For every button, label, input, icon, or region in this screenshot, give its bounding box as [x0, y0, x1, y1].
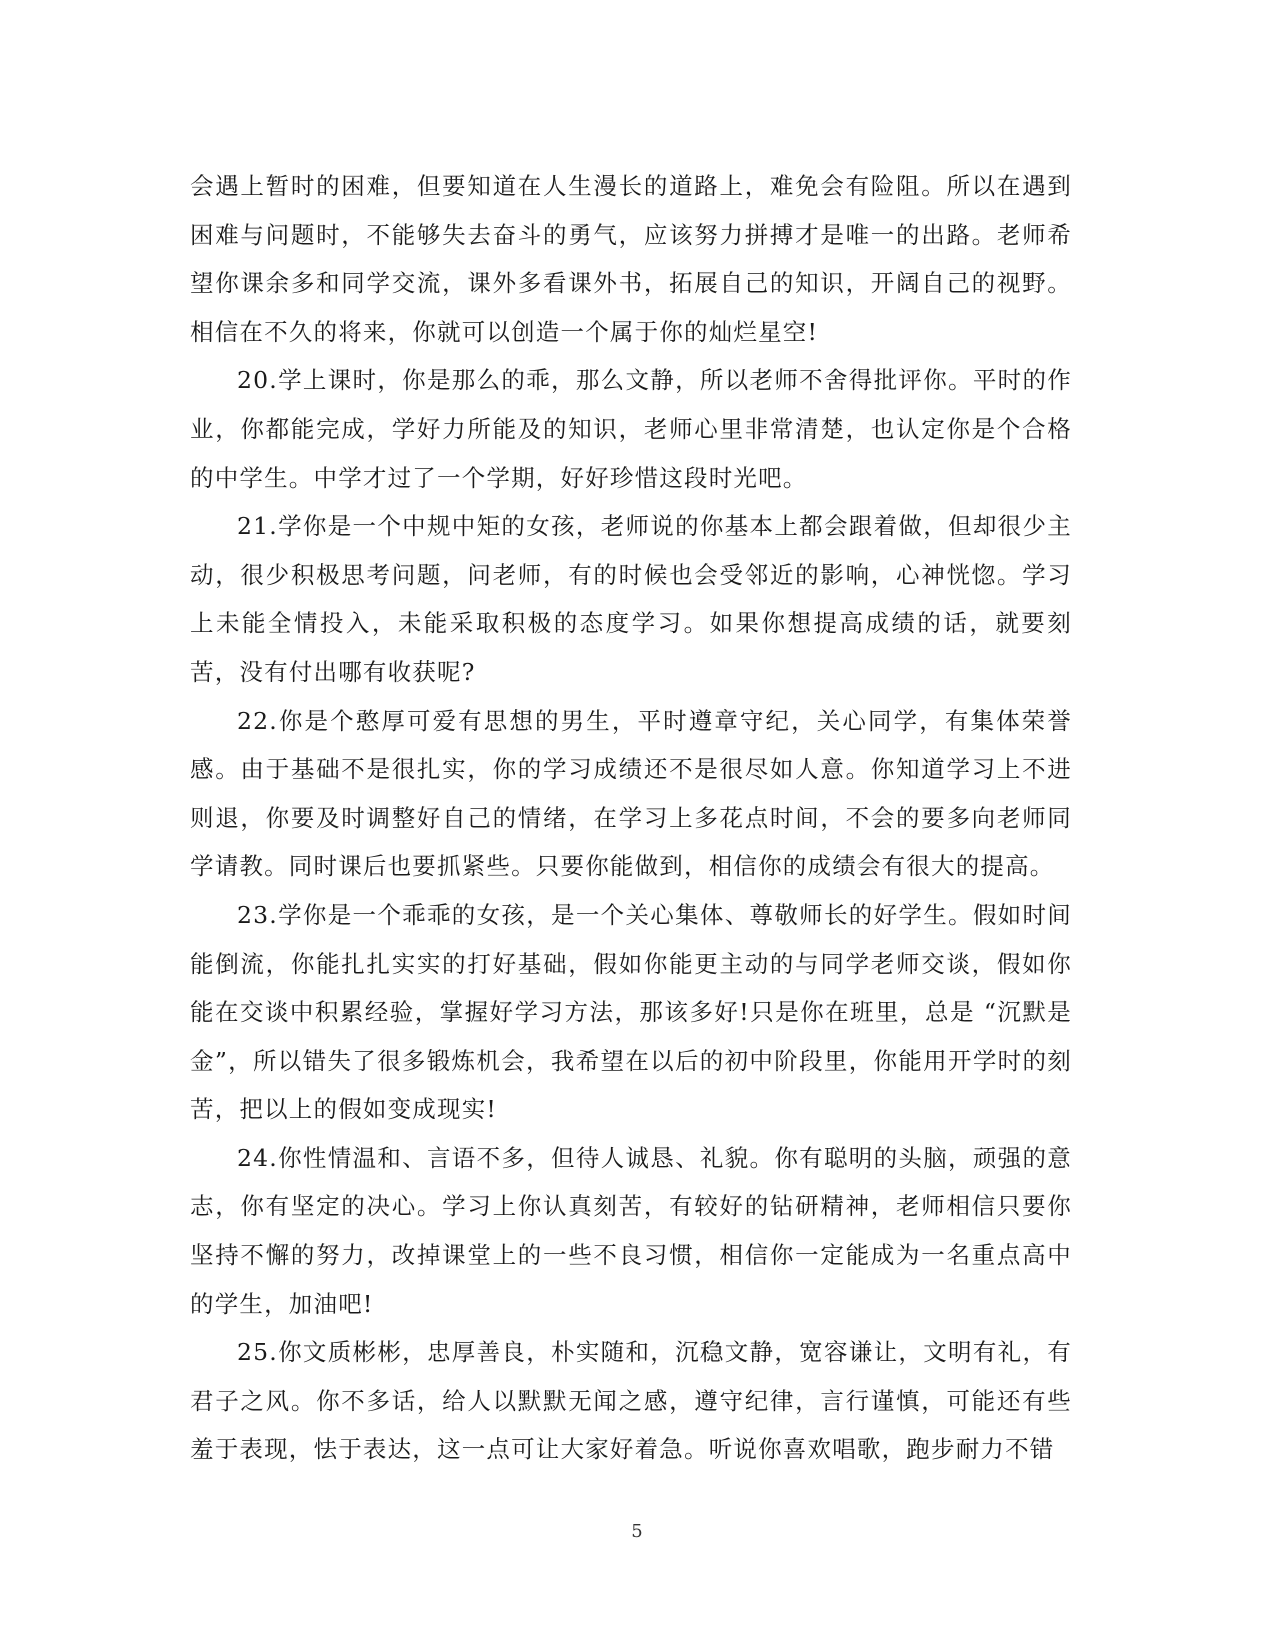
paragraph-item-20: 20.学上课时，你是那么的乖，那么文静，所以老师不舍得批评你。平时的作业，你都能完成，学好力所能及的知识，老师心里非常清楚，也认定你是个合格的中学生。中学才过了一个学期，好好珍惜这段时光吧。	[190, 366, 1072, 492]
paragraph-item-25: 25.你文质彬彬，忠厚善良，朴实随和，沉稳文静，宽容谦让，文明有礼，有君子之风。你不多话，给人以默默无闻之感，遵守纪律，言行谨慎，可能还有些羞于表现，怯于表达，这一点可让大家好着急。听说你喜欢唱歌，跑步耐力不错	[190, 1338, 1072, 1464]
paragraph-item-22: 22.你是个憨厚可爱有思想的男生，平时遵章守纪，关心同学，有集体荣誉感。由于基础不是很扎实，你的学习成绩还不是很尽如人意。你知道学习上不进则退，你要及时调整好自己的情绪，在学习上多花点时间，不会的要多向老师同学请教。同时课后也要抓紧些。只要你能做到，相信你的成绩会有很大的提高。	[190, 706, 1072, 881]
page-number: 5	[631, 1521, 643, 1542]
paragraph-continuation: 会遇上暂时的困难，但要知道在人生漫长的道路上，难免会有险阻。所以在遇到困难与问题时，不能够失去奋斗的勇气，应该努力拼搏才是唯一的出路。老师希望你课余多和同学交流，课外多看课外书，拓展自己的知识，开阔自己的视野。相信在不久的将来，你就可以创造一个属于你的灿烂星空!	[190, 172, 1072, 346]
document-body	[190, 162, 1072, 1474]
paragraph-item-24: 24.你性情温和、言语不多，但待人诚恳、礼貌。你有聪明的头脑，顽强的意志，你有坚定的决心。学习上你认真刻苦，有较好的钻研精神，老师相信只要你坚持不懈的努力，改掉课堂上的一些不良习惯，相信你一定能成为一名重点高中的学生，加油吧!	[190, 1143, 1072, 1318]
paragraph-item-21: 21.学你是一个中规中矩的女孩，老师说的你基本上都会跟着做，但却很少主动，很少积极思考问题，问老师，有的时候也会受邻近的影响，心神恍惚。学习上未能全情投入，未能采取积极的态度学习。如果你想提高成绩的话，就要刻苦，没有付出哪有收获呢?	[190, 512, 1072, 686]
paragraph-item-23: 23.学你是一个乖乖的女孩，是一个关心集体、尊敬师长的好学生。假如时间能倒流，你能扎扎实实的打好基础，假如你能更主动的与同学老师交谈，假如你能在交谈中积累经验，掌握好学习方法，那该多好!只是你在班里，总是 “沉默是金”，所以错失了很多锻炼机会，我希望在以后的初中阶段里，你能用开学时的刻苦，把以上的假如变成现实!	[190, 900, 1072, 1124]
